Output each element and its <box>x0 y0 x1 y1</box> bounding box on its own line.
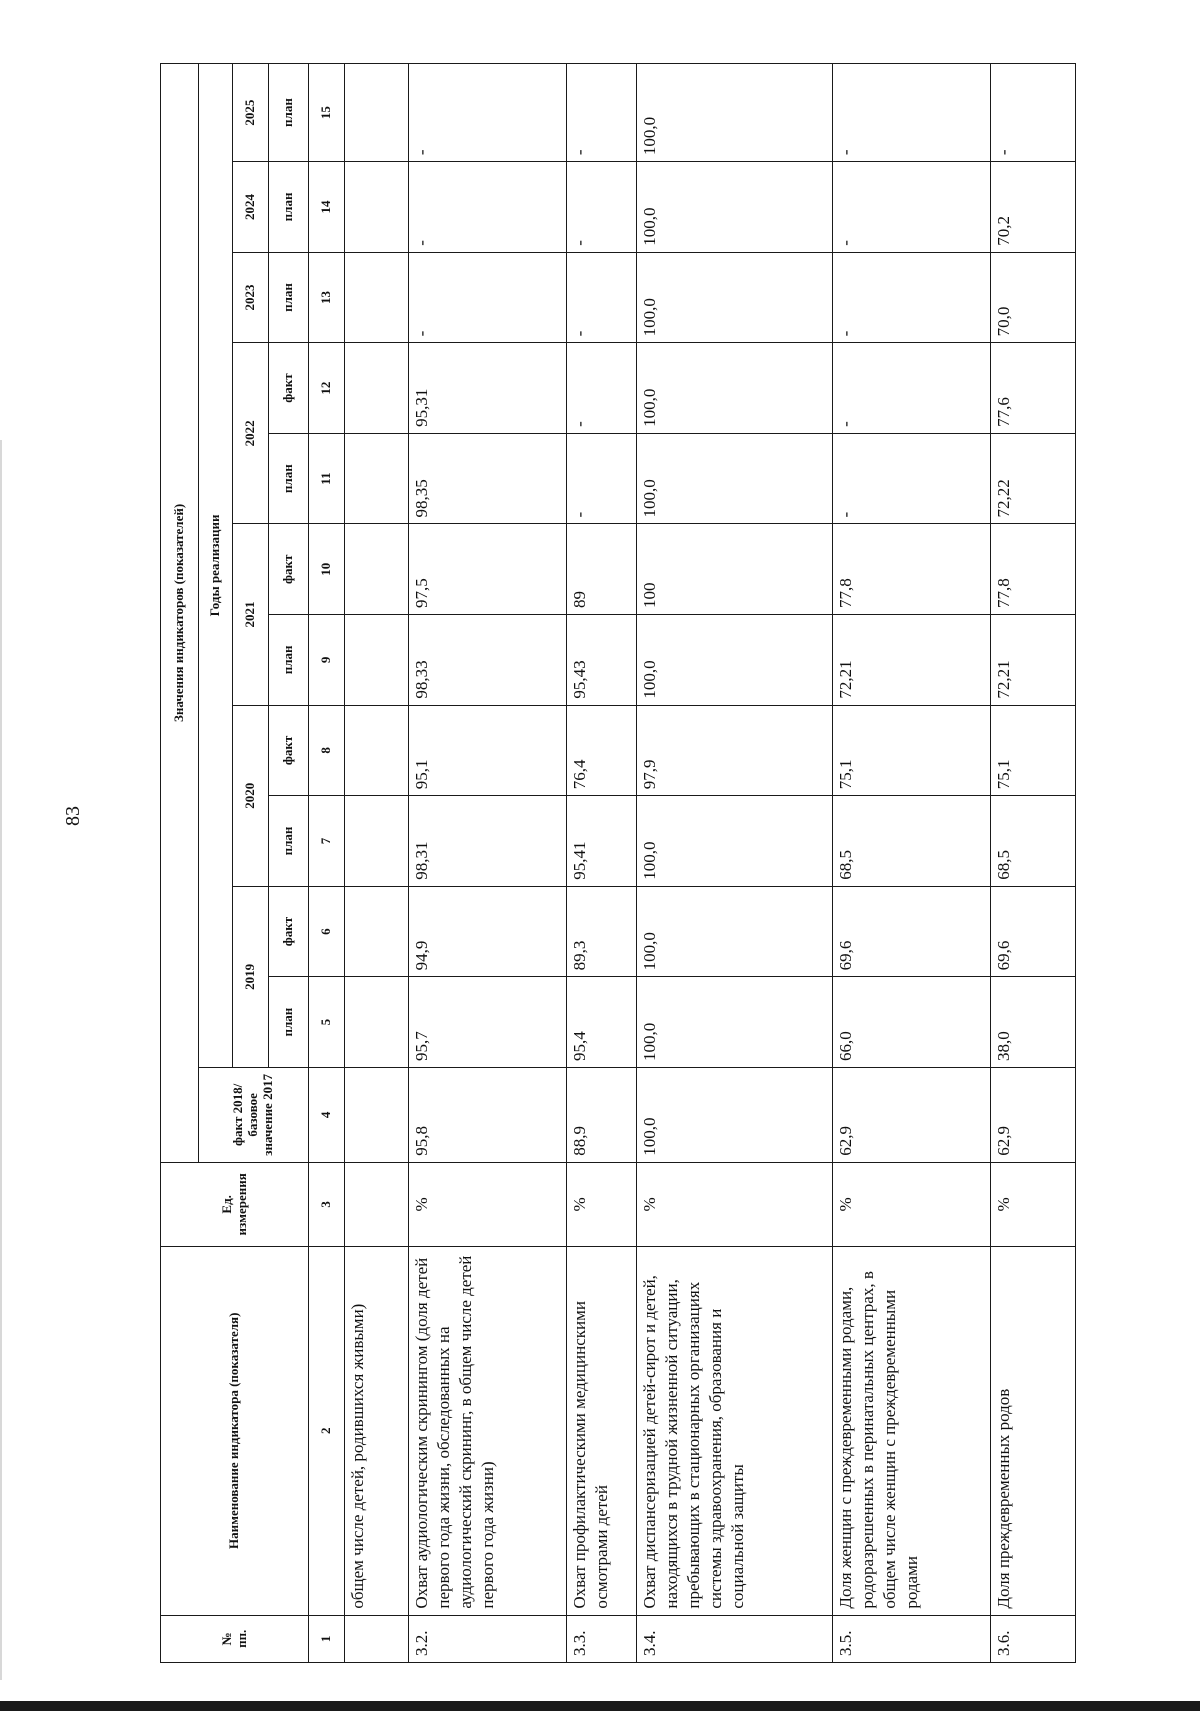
cell-name: Охват аудиологическим скринингом (доля детей первого года жизни, обследованных на аудиологический скрининг, в общем числе детей первого года жизни) <box>409 1246 567 1615</box>
header-plan: план <box>269 615 309 706</box>
cell-value <box>345 796 409 887</box>
cell-value: 100,0 <box>637 433 833 524</box>
cell-unit: % <box>833 1162 991 1246</box>
rotated-table-container <box>160 63 1075 1663</box>
cell-value: 98,33 <box>409 615 567 706</box>
indicators-table <box>160 63 1076 1663</box>
header-plan: план <box>269 796 309 887</box>
header-year-2019: 2019 <box>233 886 269 1067</box>
cell-value: 66,0 <box>833 977 991 1068</box>
col-number: 6 <box>309 886 345 977</box>
cell-value <box>345 524 409 615</box>
header-fact-base: факт 2018/базовое значение 2017 <box>199 1067 309 1162</box>
table-row <box>833 64 991 1663</box>
cell-value: 77,8 <box>991 524 1076 615</box>
cell-value <box>345 252 409 343</box>
cell-value: 95,41 <box>567 796 637 887</box>
cell-value <box>345 977 409 1068</box>
cell-name: Доля преждевременных родов <box>991 1246 1076 1615</box>
cell-value: - <box>833 64 991 162</box>
cell-no: 3.6. <box>991 1615 1076 1662</box>
header-plan: план <box>269 433 309 524</box>
header-year-2025: 2025 <box>233 64 269 162</box>
cell-value <box>345 64 409 162</box>
cell-value: - <box>409 64 567 162</box>
cell-value: 75,1 <box>833 705 991 796</box>
header-unit: Ед. измерения <box>161 1162 309 1246</box>
cell-fact-base <box>345 1067 409 1162</box>
col-number: 5 <box>309 977 345 1068</box>
header-year-2024: 2024 <box>233 162 269 253</box>
cell-value: - <box>567 162 637 253</box>
cell-no: 3.2. <box>409 1615 567 1662</box>
cell-value: 95,31 <box>409 343 567 434</box>
column-numbers-row <box>309 64 345 1663</box>
header-no: № пп. <box>161 1615 309 1662</box>
header-plan: план <box>269 64 309 162</box>
cell-value: 68,5 <box>991 796 1076 887</box>
cell-value: 72,21 <box>833 615 991 706</box>
col-number: 11 <box>309 433 345 524</box>
col-number: 9 <box>309 615 345 706</box>
cell-value: 70,0 <box>991 252 1076 343</box>
header-fact: факт <box>269 705 309 796</box>
col-number: 13 <box>309 252 345 343</box>
cell-value: 77,6 <box>991 343 1076 434</box>
header-years-group: Годы реализации <box>199 64 233 1068</box>
cell-value: - <box>409 162 567 253</box>
cell-value: 100,0 <box>637 796 833 887</box>
cell-value: 38,0 <box>991 977 1076 1068</box>
header-plan: план <box>269 162 309 253</box>
scan-bottom-edge <box>0 1701 1200 1711</box>
cell-value: 97,9 <box>637 705 833 796</box>
cell-unit: % <box>991 1162 1076 1246</box>
cell-value: - <box>567 64 637 162</box>
cell-no <box>345 1615 409 1662</box>
cell-value: - <box>567 343 637 434</box>
cell-value: 100,0 <box>637 615 833 706</box>
page-number: 83 <box>62 806 84 826</box>
cell-unit: % <box>567 1162 637 1246</box>
table-row <box>991 64 1076 1663</box>
header-values-group: Значения индикаторов (показателей) <box>161 64 199 1163</box>
cell-value: 69,6 <box>833 886 991 977</box>
cell-unit: % <box>637 1162 833 1246</box>
cell-value: 100 <box>637 524 833 615</box>
header-plan: план <box>269 252 309 343</box>
table-row <box>409 64 567 1663</box>
cell-value: 98,31 <box>409 796 567 887</box>
cell-value: 69,6 <box>991 886 1076 977</box>
scan-edge-line <box>0 440 2 1680</box>
cell-value <box>345 886 409 977</box>
col-number: 1 <box>309 1615 345 1662</box>
cell-value: 77,8 <box>833 524 991 615</box>
cell-name: общем числе детей, родившихся живыми) <box>345 1246 409 1615</box>
col-number: 14 <box>309 162 345 253</box>
cell-name: Охват диспансеризацией детей-сирот и детей, находящихся в трудной жизненной ситуации, пребывающих в стационарных организациях системы здравоохранения, образования и социальной защиты <box>637 1246 833 1615</box>
cell-fact-base: 100,0 <box>637 1067 833 1162</box>
cell-value <box>345 433 409 524</box>
cell-value: 94,9 <box>409 886 567 977</box>
cell-value: - <box>833 343 991 434</box>
cell-no: 3.3. <box>567 1615 637 1662</box>
cell-value: 72,22 <box>991 433 1076 524</box>
cell-fact-base: 88,9 <box>567 1067 637 1162</box>
cell-unit <box>345 1162 409 1246</box>
cell-value: - <box>409 252 567 343</box>
cell-value <box>345 162 409 253</box>
cell-value: 95,4 <box>567 977 637 1068</box>
col-number: 2 <box>309 1246 345 1615</box>
col-number: 12 <box>309 343 345 434</box>
cell-value <box>345 343 409 434</box>
header-fact: факт <box>269 886 309 977</box>
col-number: 3 <box>309 1162 345 1246</box>
table-row <box>345 64 409 1663</box>
header-year-2022: 2022 <box>233 343 269 524</box>
cell-value: - <box>833 433 991 524</box>
cell-fact-base: 62,9 <box>833 1067 991 1162</box>
header-year-2021: 2021 <box>233 524 269 705</box>
col-number: 10 <box>309 524 345 615</box>
col-number: 7 <box>309 796 345 887</box>
cell-value: 76,4 <box>567 705 637 796</box>
header-year-2020: 2020 <box>233 705 269 886</box>
cell-value: 75,1 <box>991 705 1076 796</box>
header-fact: факт <box>269 524 309 615</box>
cell-fact-base: 62,9 <box>991 1067 1076 1162</box>
col-number: 8 <box>309 705 345 796</box>
header-name: Наименование индикатора (показателя) <box>161 1246 309 1615</box>
cell-name: Доля женщин с преждевременными родами, родоразрешенных в перинатальных центрах, в общем числе женщин с преждевременными родами <box>833 1246 991 1615</box>
cell-value: 68,5 <box>833 796 991 887</box>
cell-value: 95,1 <box>409 705 567 796</box>
cell-value: 100,0 <box>637 977 833 1068</box>
header-fact: факт <box>269 343 309 434</box>
col-number: 15 <box>309 64 345 162</box>
cell-value: - <box>991 64 1076 162</box>
cell-value <box>345 705 409 796</box>
cell-fact-base: 95,8 <box>409 1067 567 1162</box>
cell-no: 3.4. <box>637 1615 833 1662</box>
cell-no: 3.5. <box>833 1615 991 1662</box>
cell-value: 95,43 <box>567 615 637 706</box>
cell-value: 100,0 <box>637 162 833 253</box>
cell-value: 98,35 <box>409 433 567 524</box>
header-year-2023: 2023 <box>233 252 269 343</box>
header-plan: план <box>269 977 309 1068</box>
cell-value <box>345 615 409 706</box>
cell-value: 89 <box>567 524 637 615</box>
cell-value: 100,0 <box>637 886 833 977</box>
cell-value: - <box>833 162 991 253</box>
cell-value: - <box>833 252 991 343</box>
cell-value: 89,3 <box>567 886 637 977</box>
cell-value: 100,0 <box>637 252 833 343</box>
cell-value: 95,7 <box>409 977 567 1068</box>
cell-unit: % <box>409 1162 567 1246</box>
cell-value: 72,21 <box>991 615 1076 706</box>
table-row <box>637 64 833 1663</box>
cell-value: - <box>567 433 637 524</box>
cell-value: - <box>567 252 637 343</box>
cell-name: Охват профилактическими медицинскими осмотрами детей <box>567 1246 637 1615</box>
cell-value: 70,2 <box>991 162 1076 253</box>
cell-value: 100,0 <box>637 64 833 162</box>
table-row <box>567 64 637 1663</box>
cell-value: 97,5 <box>409 524 567 615</box>
col-number: 4 <box>309 1067 345 1162</box>
cell-value: 100,0 <box>637 343 833 434</box>
